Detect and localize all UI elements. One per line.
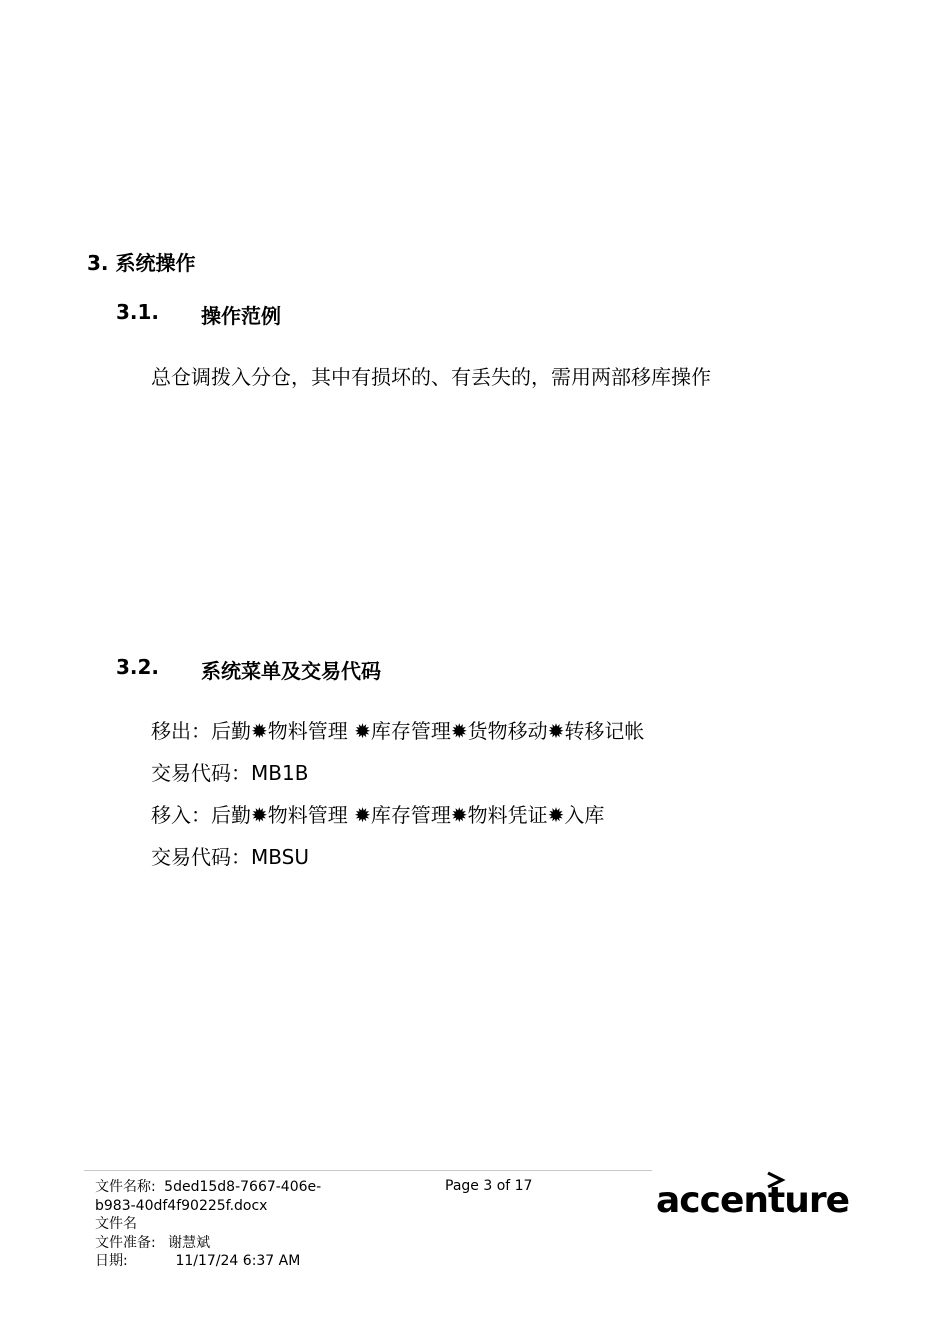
transaction-code-in: 交易代码：MBSU [151, 845, 309, 869]
subsection-title: 系统菜单及交易代码 [201, 659, 381, 683]
transaction-code-out: 交易代码：MB1B [151, 761, 309, 785]
subsection-number: 3.1. [116, 300, 160, 324]
paragraph: 总仓调拨入分仓，其中有损坏的、有丢失的，需用两部移库操作 [151, 365, 711, 389]
logo-wordmark: accenture [656, 1180, 850, 1221]
footer-divider [84, 1170, 744, 1171]
footer-info [95, 1178, 321, 1271]
accenture-logo [652, 1166, 848, 1234]
section-number: 3. [87, 251, 109, 275]
section-title: 系统操作 [115, 251, 196, 275]
date-value: 11/17/24 6:37 AM [175, 1253, 301, 1269]
filename-label: 文件名称: [95, 1179, 156, 1195]
prepared-label: 文件准备: [95, 1234, 156, 1251]
menu-path-out: 移出：后勤✹物料管理 ✹库存管理✹货物移动✹转移记帐 [151, 719, 645, 743]
section-heading [87, 247, 195, 276]
prepared-value: 谢慧斌 [168, 1234, 211, 1251]
date-label: 日期: [95, 1253, 128, 1269]
menu-path-in: 移入：后勤✹物料管理 ✹库存管理✹物料凭证✹入库 [151, 803, 605, 827]
page-number: Page 3 of 17 [445, 1178, 533, 1194]
filename-value: 5ded15d8-7667-406e- [164, 1179, 322, 1195]
filename-value-continued: b983-40df4f90225f.docx [95, 1197, 268, 1214]
subsection-number: 3.2. [116, 655, 160, 679]
filename-line3: 文件名 [95, 1216, 137, 1232]
subsection-title: 操作范例 [201, 304, 281, 328]
